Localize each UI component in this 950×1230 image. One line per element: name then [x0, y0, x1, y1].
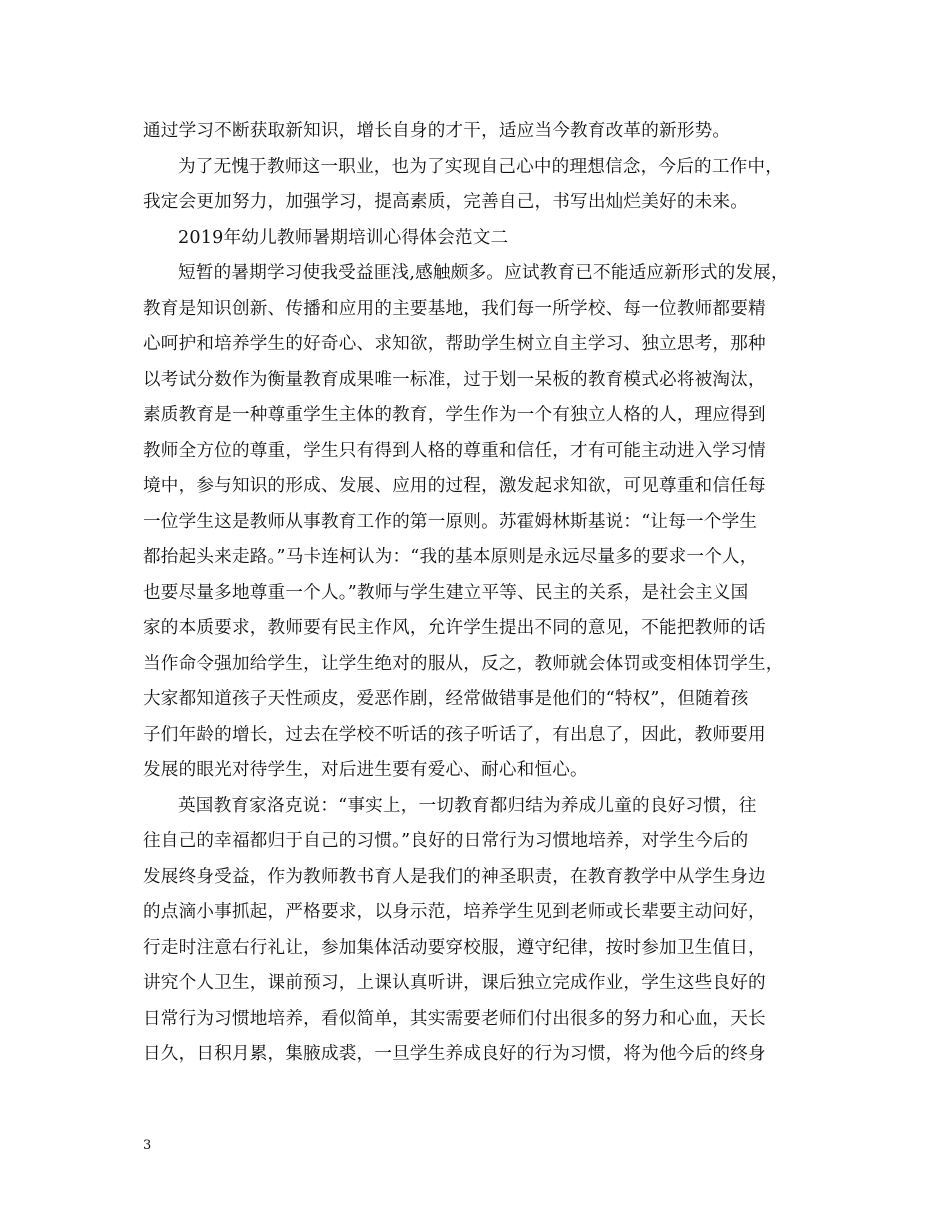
text-line: 当作命令强加给学生，让学生绝对的服从，反之，教师就会体罚或变相体罚学生， [143, 653, 784, 674]
text-line: 大家都知道孩子天性顽皮，爱恶作剧，经常做错事是他们的“特权”，但随着孩 [143, 689, 749, 709]
text-line: 发展的眼光对待学生，对后进生要有爱心、耐心和恒心。 [143, 760, 588, 780]
text-line: 也要尽量多地尊重一个人。”教师与学生建立平等、民主的关系，是社会主义国 [143, 582, 749, 603]
text-line: 英国教育家洛克说：“事实上，一切教育都归结为养成儿童的良好习惯，往 [178, 795, 757, 816]
text-line: 讲究个人卫生，课前预习，上课认真听讲，课后独立完成作业，学生这些良好的 [143, 973, 766, 993]
text-line: 行走时注意右行礼让，参加集体活动要穿校服，遵守纪律，按时参加卫生值日， [143, 937, 766, 958]
body-text [143, 114, 815, 1073]
text-line: 心呵护和培养学生的好奇心、求知欲，帮助学生树立自主学习、独立思考，那种 [143, 334, 766, 354]
text-line: 往自己的幸福都归于自己的习惯。”良好的日常行为习惯地培养，对学生今后的 [143, 831, 749, 851]
text-line: 素质教育是一种尊重学生主体的教育，学生作为一个有独立人格的人，理应得到 [143, 405, 766, 425]
text-line: 的点滴小事抓起，严格要求，以身示范，培养学生见到老师或长辈要主动问好， [143, 902, 766, 922]
text-line: 境中，参与知识的形成、发展、应用的过程，激发起求知欲，可见尊重和信任每 [143, 476, 766, 496]
text-line: 以考试分数作为衡量教育成果唯一标准，过于划一呆板的教育模式必将被淘汰， [143, 369, 766, 390]
text-line: 为了无愧于教师这一职业，也为了实现自己心中的理想信念，今后的工作中， [178, 156, 783, 177]
text-line: 我定会更加努力，加强学习，提高素质，完善自己，书写出灿烂美好的未来。 [143, 192, 748, 212]
text-line: 通过学习不断获取新知识，增长自身的才干，适应当今教育改革的新形势。 [143, 121, 731, 141]
text-line: 教育是知识创新、传播和应用的主要基地，我们每一所学校、每一位教师都要精 [143, 298, 766, 319]
text-line: 都抬起头来走路。”马卡连柯认为：“我的基本原则是永远尽量多的要求一个人， [143, 547, 758, 567]
text-line: 2019年幼儿教师暑期培训心得体会范文二 [178, 227, 509, 248]
text-line: 家的本质要求，教师要有民主作风，允许学生提出不同的意见，不能把教师的话 [143, 618, 766, 638]
text-line: 日久，日积月累，集腋成裘，一旦学生养成良好的行为习惯，将为他今后的终身 [143, 1044, 766, 1064]
text-line: 短暂的暑期学习使我受益匪浅,感触颇多。应试教育已不能适应新形式的发展， [178, 263, 789, 283]
text-line: 教师全方位的尊重，学生只有得到人格的尊重和信任，才有可能主动进入学习情 [143, 440, 766, 461]
text-line: 日常行为习惯地培养，看似简单，其实需要老师们付出很多的努力和心血，天长 [143, 1008, 766, 1029]
page-number: 3 [143, 1138, 152, 1153]
text-line: 子们年龄的增长，过去在学校不听话的孩子听话了，有出息了，因此，教师要用 [143, 724, 766, 745]
text-line: 发展终身受益，作为教师教书育人是我们的神圣职责，在教育教学中从学生身边 [143, 866, 766, 887]
text-line: 一位学生这是教师从事教育工作的第一原则。苏霍姆林斯基说：“让每一个学生 [143, 511, 758, 532]
